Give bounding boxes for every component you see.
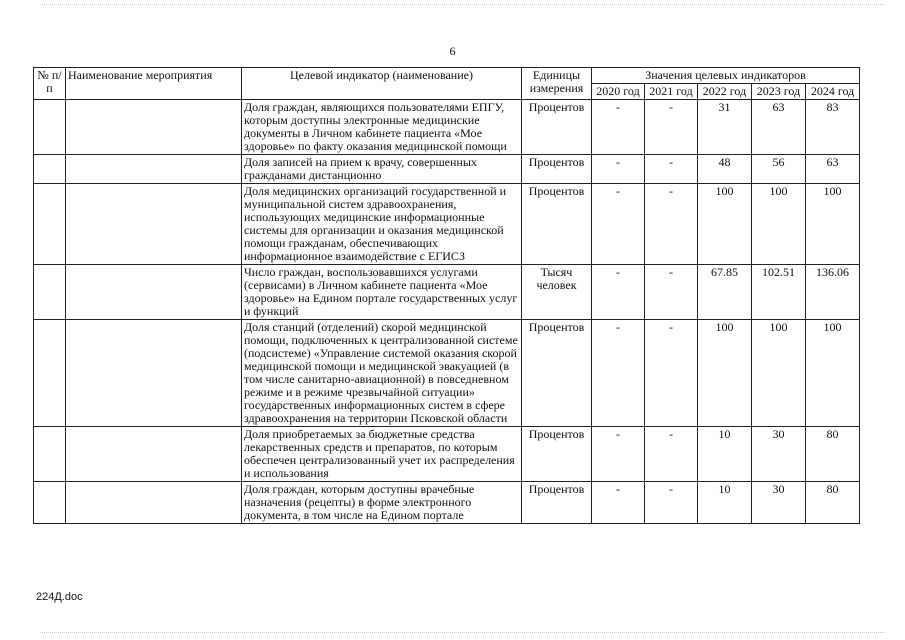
header-num: № п/п bbox=[34, 68, 66, 100]
scan-artifact-bottom bbox=[40, 632, 885, 634]
cell-value: - bbox=[645, 100, 698, 155]
cell-event bbox=[66, 482, 242, 524]
cell-value: 63 bbox=[752, 100, 806, 155]
table-row bbox=[34, 265, 860, 320]
cell-value: 31 bbox=[698, 100, 752, 155]
indicators-table bbox=[33, 67, 860, 524]
cell-value: 83 bbox=[806, 100, 860, 155]
cell-unit: Процентов bbox=[522, 155, 592, 184]
cell-num bbox=[34, 482, 66, 524]
cell-value: 67.85 bbox=[698, 265, 752, 320]
cell-unit: Процентов bbox=[522, 184, 592, 265]
table-row bbox=[34, 155, 860, 184]
cell-value: 100 bbox=[698, 320, 752, 427]
table-row bbox=[34, 482, 860, 524]
cell-num bbox=[34, 100, 66, 155]
cell-indicator: Доля медицинских организаций государственной и муниципальной систем здравоохранения, использующих медицинские информационные системы для организации и оказания медицинской помощи гражданам, обеспечивающих информационное взаимодействие с ЕГИСЗ bbox=[242, 184, 522, 265]
cell-indicator: Доля записей на прием к врачу, совершенных гражданами дистанционно bbox=[242, 155, 522, 184]
cell-value: 100 bbox=[752, 184, 806, 265]
cell-value: - bbox=[645, 184, 698, 265]
cell-unit: Процентов bbox=[522, 320, 592, 427]
cell-value: - bbox=[645, 265, 698, 320]
cell-value: 100 bbox=[806, 184, 860, 265]
cell-indicator: Доля граждан, являющихся пользователями ЕПГУ, которым доступны электронные медицинские документы в Личном кабинете пациента «Мое здоровье» по факту оказания медицинской помощи bbox=[242, 100, 522, 155]
file-name-footer: 224Д.doc bbox=[36, 591, 83, 603]
header-row-top bbox=[34, 68, 860, 84]
cell-event bbox=[66, 265, 242, 320]
cell-num bbox=[34, 155, 66, 184]
cell-num bbox=[34, 184, 66, 265]
cell-value: - bbox=[645, 320, 698, 427]
cell-event bbox=[66, 184, 242, 265]
cell-value: 10 bbox=[698, 427, 752, 482]
header-year: 2022 год bbox=[698, 84, 752, 100]
cell-value: 56 bbox=[752, 155, 806, 184]
cell-value: 80 bbox=[806, 427, 860, 482]
cell-num bbox=[34, 265, 66, 320]
header-values-group: Значения целевых индикаторов bbox=[592, 68, 860, 84]
cell-indicator: Доля граждан, которым доступны врачебные назначения (рецепты) в форме электронного документа, в том числе на Едином портале bbox=[242, 482, 522, 524]
cell-value: - bbox=[645, 482, 698, 524]
cell-value: - bbox=[592, 482, 645, 524]
cell-indicator: Доля приобретаемых за бюджетные средства лекарственных средств и препаратов, по которым обеспечен централизованный учет их распределения и использования bbox=[242, 427, 522, 482]
cell-num bbox=[34, 427, 66, 482]
cell-unit: Процентов bbox=[522, 427, 592, 482]
header-year: 2023 год bbox=[752, 84, 806, 100]
cell-indicator: Число граждан, воспользовавшихся услугами (сервисами) в Личном кабинете пациента «Мое здоровье» на Едином портале государственных услуг и функций bbox=[242, 265, 522, 320]
cell-event bbox=[66, 427, 242, 482]
cell-unit: Процентов bbox=[522, 100, 592, 155]
cell-value: 63 bbox=[806, 155, 860, 184]
table-row bbox=[34, 320, 860, 427]
table-row bbox=[34, 184, 860, 265]
page-number: 6 bbox=[449, 44, 456, 58]
table-row bbox=[34, 427, 860, 482]
table-row bbox=[34, 100, 860, 155]
cell-value: - bbox=[592, 100, 645, 155]
header-year: 2020 год bbox=[592, 84, 645, 100]
cell-value: 30 bbox=[752, 427, 806, 482]
cell-indicator: Доля станций (отделений) скорой медицинской помощи, подключенных к централизованной системе (подсистеме) «Управление системой оказания скорой медицинской помощи и медицинской эвакуацией (в том числе санитарно-авиационной) в повседневном режиме и в режиме чрезвычайной ситуации» государственных информационных систем в сфере здравоохранения на территории Псковской области bbox=[242, 320, 522, 427]
cell-value: - bbox=[592, 427, 645, 482]
cell-value: - bbox=[645, 155, 698, 184]
cell-value: - bbox=[645, 427, 698, 482]
cell-value: - bbox=[592, 184, 645, 265]
cell-event bbox=[66, 100, 242, 155]
cell-unit: Процентов bbox=[522, 482, 592, 524]
cell-value: 136.06 bbox=[806, 265, 860, 320]
cell-value: 10 bbox=[698, 482, 752, 524]
cell-unit: Тысяч человек bbox=[522, 265, 592, 320]
header-year: 2021 год bbox=[645, 84, 698, 100]
cell-value: 100 bbox=[752, 320, 806, 427]
cell-value: - bbox=[592, 155, 645, 184]
cell-value: 100 bbox=[698, 184, 752, 265]
cell-event bbox=[66, 320, 242, 427]
cell-value: 100 bbox=[806, 320, 860, 427]
cell-value: 30 bbox=[752, 482, 806, 524]
cell-value: - bbox=[592, 265, 645, 320]
cell-value: 80 bbox=[806, 482, 860, 524]
cell-value: - bbox=[592, 320, 645, 427]
header-indicator: Целевой индикатор (наименование) bbox=[242, 68, 522, 100]
cell-num bbox=[34, 320, 66, 427]
cell-event bbox=[66, 155, 242, 184]
cell-value: 48 bbox=[698, 155, 752, 184]
cell-value: 102.51 bbox=[752, 265, 806, 320]
header-year: 2024 год bbox=[806, 84, 860, 100]
header-event: Наименование мероприятия bbox=[66, 68, 242, 100]
header-unit: Единицы измерения bbox=[522, 68, 592, 100]
scan-artifact-top bbox=[40, 4, 885, 6]
